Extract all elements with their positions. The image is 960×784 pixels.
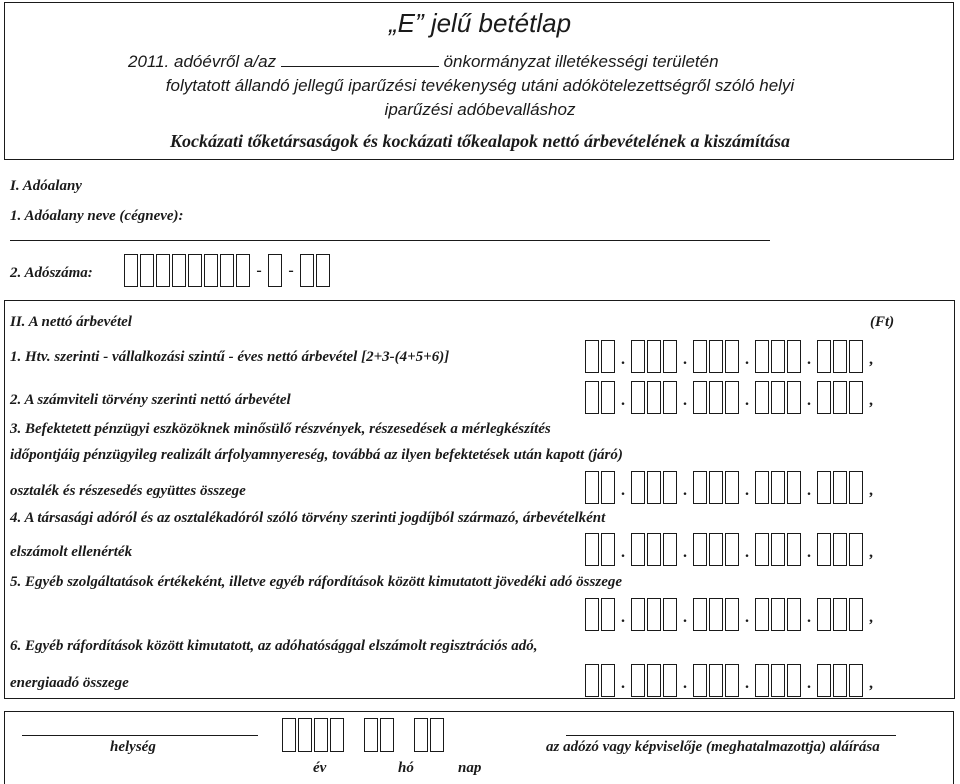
- decimal-comma: ,: [869, 675, 873, 692]
- amount-boxes: [585, 381, 879, 421]
- amount-boxes: [585, 340, 879, 380]
- amount-digit-box[interactable]: [755, 340, 769, 373]
- amount-digit-box[interactable]: [787, 598, 801, 631]
- amount-digit-box[interactable]: [817, 381, 831, 414]
- revenue-item-label: energiaadó összege: [10, 675, 129, 691]
- thousands-dot: .: [621, 482, 625, 499]
- amount-digit-box[interactable]: [585, 664, 599, 697]
- amount-digit-box[interactable]: [631, 533, 645, 566]
- tax-digit-box[interactable]: [236, 254, 250, 287]
- amount-digit-box[interactable]: [693, 381, 707, 414]
- thousands-dot: .: [745, 351, 749, 368]
- header-line-1: 2011. adóévről a/az önkormányzat illetékességi területén: [128, 52, 719, 71]
- amount-digit-box[interactable]: [601, 664, 615, 697]
- amount-digit-box[interactable]: [817, 533, 831, 566]
- day-label: nap: [458, 760, 482, 776]
- decimal-comma: ,: [869, 351, 873, 368]
- tax-number-boxes: [124, 254, 332, 287]
- signature-field[interactable]: [566, 735, 896, 736]
- thousands-dot: .: [745, 609, 749, 626]
- amount-digit-box[interactable]: [849, 664, 863, 697]
- amount-boxes: [585, 664, 879, 704]
- unit-label: (Ft): [870, 314, 895, 330]
- thousands-dot: .: [683, 392, 687, 409]
- amount-digit-box[interactable]: [663, 598, 677, 631]
- amount-digit-box[interactable]: [725, 598, 739, 631]
- decimal-comma: ,: [869, 609, 873, 626]
- amount-digit-box[interactable]: [755, 533, 769, 566]
- year-digit-box[interactable]: [330, 718, 344, 752]
- header-line-2: folytatott állandó jellegű iparűzési tevékenység utáni adókötelezettségről szóló helyi: [165, 76, 795, 95]
- amount-digit-box[interactable]: [771, 664, 785, 697]
- date-boxes: [282, 718, 446, 752]
- taxpayer-name-label: 1. Adóalany neve (cégneve):: [10, 208, 184, 224]
- amount-digit-box[interactable]: [601, 533, 615, 566]
- amount-digit-box[interactable]: [647, 381, 661, 414]
- year-digit-box[interactable]: [298, 718, 312, 752]
- section-2-heading: II. A nettó árbevétel: [10, 314, 132, 330]
- place-field[interactable]: [22, 735, 258, 736]
- taxpayer-name-field[interactable]: [10, 240, 770, 241]
- thousands-dot: .: [621, 351, 625, 368]
- thousands-dot: .: [683, 675, 687, 692]
- amount-digit-box[interactable]: [849, 340, 863, 373]
- amount-digit-box[interactable]: [787, 340, 801, 373]
- amount-boxes: [585, 471, 879, 511]
- amount-digit-box[interactable]: [601, 340, 615, 373]
- amount-digit-box[interactable]: [663, 533, 677, 566]
- thousands-dot: .: [745, 675, 749, 692]
- amount-digit-box[interactable]: [709, 533, 723, 566]
- revenue-item-label: 5. Egyéb szolgáltatások értékeként, illetve egyéb ráfordítások között kimutatott jövedéki adó összege: [10, 574, 623, 590]
- amount-digit-box[interactable]: [833, 340, 847, 373]
- form-title: „E” jelű betétlap: [388, 8, 572, 38]
- amount-digit-box[interactable]: [787, 381, 801, 414]
- thousands-dot: .: [683, 351, 687, 368]
- amount-digit-box[interactable]: [725, 340, 739, 373]
- amount-digit-box[interactable]: [631, 471, 645, 504]
- amount-digit-box[interactable]: [631, 598, 645, 631]
- month-label: hó: [398, 760, 414, 776]
- amount-digit-box[interactable]: [817, 471, 831, 504]
- tax-dash: -: [288, 262, 294, 279]
- amount-digit-box[interactable]: [663, 471, 677, 504]
- thousands-dot: .: [807, 482, 811, 499]
- amount-digit-box[interactable]: [693, 533, 707, 566]
- day-digit-box[interactable]: [414, 718, 428, 752]
- amount-digit-box[interactable]: [693, 471, 707, 504]
- decimal-comma: ,: [869, 392, 873, 409]
- amount-digit-box[interactable]: [833, 533, 847, 566]
- amount-digit-box[interactable]: [631, 381, 645, 414]
- amount-digit-box[interactable]: [725, 533, 739, 566]
- amount-digit-box[interactable]: [647, 533, 661, 566]
- thousands-dot: .: [745, 392, 749, 409]
- amount-digit-box[interactable]: [771, 381, 785, 414]
- revenue-item-label: 3. Befektetett pénzügyi eszközöknek minősülő részvények, részesedések a mérlegkészítés: [10, 421, 551, 437]
- amount-digit-box[interactable]: [817, 598, 831, 631]
- section-1-heading: I. Adóalany: [10, 178, 82, 194]
- amount-digit-box[interactable]: [585, 533, 599, 566]
- amount-digit-box[interactable]: [817, 340, 831, 373]
- tax-digit-box[interactable]: [220, 254, 234, 287]
- amount-digit-box[interactable]: [631, 664, 645, 697]
- thousands-dot: .: [683, 482, 687, 499]
- place-label: helység: [110, 739, 156, 755]
- amount-digit-box[interactable]: [787, 664, 801, 697]
- amount-digit-box[interactable]: [663, 664, 677, 697]
- thousands-dot: .: [807, 609, 811, 626]
- year-label: év: [313, 760, 327, 776]
- tax-digit-box[interactable]: [140, 254, 154, 287]
- amount-digit-box[interactable]: [647, 598, 661, 631]
- amount-digit-box[interactable]: [647, 340, 661, 373]
- day-digit-box[interactable]: [430, 718, 444, 752]
- amount-digit-box[interactable]: [755, 471, 769, 504]
- amount-digit-box[interactable]: [663, 381, 677, 414]
- thousands-dot: .: [807, 392, 811, 409]
- thousands-dot: .: [807, 544, 811, 561]
- tax-number-label: 2. Adószáma:: [10, 265, 93, 281]
- amount-boxes: [585, 533, 879, 573]
- thousands-dot: .: [683, 609, 687, 626]
- amount-boxes: [585, 598, 879, 638]
- amount-digit-box[interactable]: [585, 598, 599, 631]
- revenue-item-label: időpontjáig pénzügyileg realizált árfolyamnyereség, továbbá az ilyen befektetések után kapott (járó): [10, 447, 623, 463]
- thousands-dot: .: [683, 544, 687, 561]
- form-subtitle: Kockázati tőketársaságok és kockázati tőkealapok nettó árbevételének a kiszámítása: [170, 131, 790, 151]
- tax-dash: -: [256, 262, 262, 279]
- thousands-dot: .: [807, 351, 811, 368]
- amount-digit-box[interactable]: [833, 381, 847, 414]
- thousands-dot: .: [745, 544, 749, 561]
- amount-digit-box[interactable]: [601, 598, 615, 631]
- tax-digit-box[interactable]: [172, 254, 186, 287]
- thousands-dot: .: [621, 392, 625, 409]
- thousands-dot: .: [745, 482, 749, 499]
- tax-digit-box[interactable]: [204, 254, 218, 287]
- tax-digit-box[interactable]: [268, 254, 282, 287]
- amount-digit-box[interactable]: [709, 471, 723, 504]
- revenue-item-label: 6. Egyéb ráfordítások között kimutatott, az adóhatósággal elszámolt regisztrációs adó,: [10, 638, 538, 654]
- amount-digit-box[interactable]: [585, 381, 599, 414]
- amount-digit-box[interactable]: [833, 598, 847, 631]
- amount-digit-box[interactable]: [663, 340, 677, 373]
- amount-digit-box[interactable]: [755, 664, 769, 697]
- amount-digit-box[interactable]: [693, 664, 707, 697]
- thousands-dot: .: [807, 675, 811, 692]
- amount-digit-box[interactable]: [771, 598, 785, 631]
- tax-digit-box[interactable]: [156, 254, 170, 287]
- amount-digit-box[interactable]: [817, 664, 831, 697]
- amount-digit-box[interactable]: [725, 471, 739, 504]
- amount-digit-box[interactable]: [849, 471, 863, 504]
- amount-digit-box[interactable]: [585, 340, 599, 373]
- amount-digit-box[interactable]: [833, 664, 847, 697]
- amount-digit-box[interactable]: [647, 664, 661, 697]
- amount-digit-box[interactable]: [849, 598, 863, 631]
- amount-digit-box[interactable]: [755, 381, 769, 414]
- amount-digit-box[interactable]: [849, 381, 863, 414]
- amount-digit-box[interactable]: [787, 471, 801, 504]
- amount-digit-box[interactable]: [787, 533, 801, 566]
- revenue-item-label: 2. A számviteli törvény szerinti nettó árbevétel: [10, 392, 291, 408]
- tax-digit-box[interactable]: [124, 254, 138, 287]
- decimal-comma: ,: [869, 482, 873, 499]
- decimal-comma: ,: [869, 544, 873, 561]
- amount-digit-box[interactable]: [833, 471, 847, 504]
- thousands-dot: .: [621, 675, 625, 692]
- amount-digit-box[interactable]: [631, 340, 645, 373]
- amount-digit-box[interactable]: [693, 598, 707, 631]
- tax-digit-box[interactable]: [316, 254, 330, 287]
- amount-digit-box[interactable]: [725, 381, 739, 414]
- year-digit-box[interactable]: [282, 718, 296, 752]
- amount-digit-box[interactable]: [709, 381, 723, 414]
- amount-digit-box[interactable]: [585, 471, 599, 504]
- revenue-item-label: 4. A társasági adóról és az osztalékadóról szóló törvény szerinti jogdíjból származó, árbevételként: [10, 510, 606, 526]
- amount-digit-box[interactable]: [709, 598, 723, 631]
- month-digit-box[interactable]: [364, 718, 378, 752]
- thousands-dot: .: [621, 544, 625, 561]
- amount-digit-box[interactable]: [647, 471, 661, 504]
- header-line-3: iparűzési adóbevalláshoz: [384, 100, 576, 119]
- signature-label: az adózó vagy képviselője (meghatalmazottja) aláírása: [546, 739, 880, 755]
- amount-digit-box[interactable]: [771, 533, 785, 566]
- amount-digit-box[interactable]: [601, 381, 615, 414]
- amount-digit-box[interactable]: [693, 340, 707, 373]
- amount-digit-box[interactable]: [849, 533, 863, 566]
- amount-digit-box[interactable]: [771, 340, 785, 373]
- amount-digit-box[interactable]: [755, 598, 769, 631]
- amount-digit-box[interactable]: [725, 664, 739, 697]
- amount-digit-box[interactable]: [601, 471, 615, 504]
- year-digit-box[interactable]: [314, 718, 328, 752]
- amount-digit-box[interactable]: [709, 664, 723, 697]
- month-digit-box[interactable]: [380, 718, 394, 752]
- revenue-item-label: osztalék és részesedés együttes összege: [10, 483, 246, 499]
- municipality-field[interactable]: [281, 66, 439, 67]
- tax-digit-box[interactable]: [188, 254, 202, 287]
- tax-digit-box[interactable]: [300, 254, 314, 287]
- revenue-item-label: elszámolt ellenérték: [10, 544, 133, 560]
- thousands-dot: .: [621, 609, 625, 626]
- amount-digit-box[interactable]: [771, 471, 785, 504]
- revenue-item-label: 1. Htv. szerinti - vállalkozási szintű - éves nettó árbevétel [2+3-(4+5+6)]: [10, 349, 450, 365]
- amount-digit-box[interactable]: [709, 340, 723, 373]
